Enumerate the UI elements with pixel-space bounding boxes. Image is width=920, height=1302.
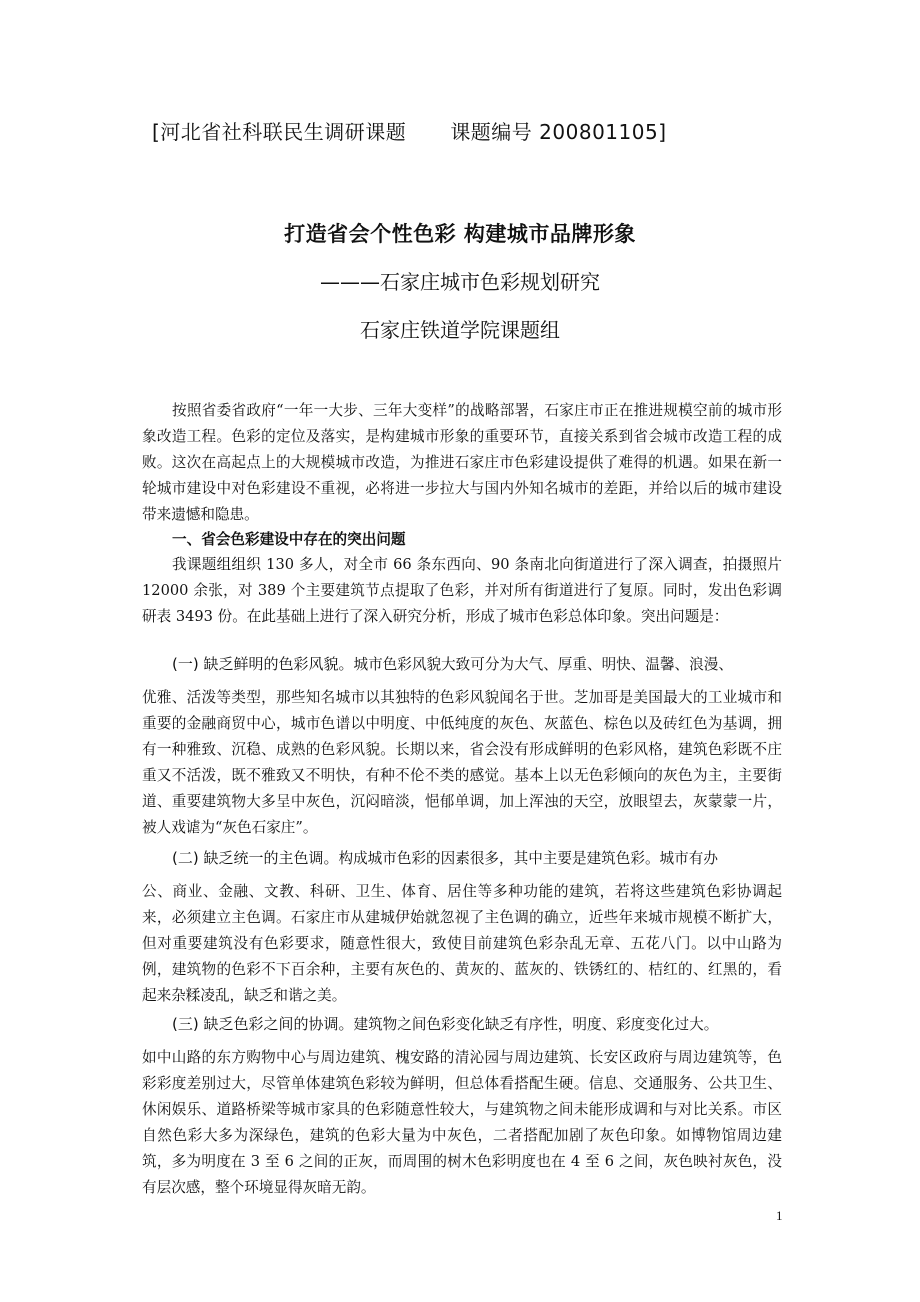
item-1-lead-line: [142, 644, 782, 685]
item-3-body: 如中山路的东方购物中心与周边建筑、槐安路的清沁园与周边建筑、长安区政府与周边建筑等，色彩彩度差别过大，尽管单体建筑色彩较为鲜明，但总体看搭配生硬。信息、交通服务、公共卫生、休闲娱乐、道路桥梁等城市家具的色彩随意性较大，与建筑物之间未能形成调和与对比关系。市区自然色彩大多为深绿色，建筑的色彩大量为中灰色，二者搭配加剧了灰色印象。如博物馆周边建筑，多为明度在 3 至 6 之间的正灰，而周围的树木色彩明度也在 4 至 6 之间，灰色映衬灰色，没有层次感，整个环境显得灰暗无韵。: [142, 1049, 782, 1196]
item-2-label: (二) 缺乏统一的主色调。: [172, 849, 339, 867]
item-1-lead: 城市色彩风貌大致可分为大气、厚重、明快、温馨、浪漫、: [353, 656, 733, 673]
item-2-body: 公、商业、金融、文教、科研、卫生、体育、居住等多种功能的建筑，若将这些建筑色彩协调起来，必须建立主色调。石家庄市从建城伊始就忽视了主色调的确立，近些年来城市规模不断扩大，但对重要建筑没有色彩要求，随意性很大，致使目前建筑色彩杂乱无章、五花八门。以中山路为例，建筑物的色彩不下百余种，主要有灰色的、黄灰的、蓝灰的、铁锈红的、桔红的、红黑的，看起来杂糅凌乱，缺乏和谐之美。: [142, 883, 782, 1004]
author-group: 石家庄铁道学院课题组: [360, 318, 560, 342]
main-title: 打造省会个性色彩 构建城市品牌形象: [284, 222, 636, 246]
item-3-label: (三) 缺乏色彩之间的协调。: [172, 1015, 354, 1033]
project-title: [河北省社科联民生调研课题: [152, 120, 407, 144]
page-number: 1: [776, 1208, 783, 1223]
survey-paragraph: 我课题组组织 130 多人，对全市 66 条东西向、90 条南北向街道进行了深入调查，拍摄照片 12000 余张，对 389 个主要建筑节点提取了色彩，并对所有街道进行了复原。同时，发出色彩调研表 3493 份。在此基础上进行了深入研究分析，形成了城市色彩总体印象。突出问题是：: [142, 556, 782, 625]
item-1-label: (一) 缺乏鲜明的色彩风貌。: [172, 655, 354, 673]
item-2-lead-line: [142, 838, 782, 879]
item-1: [142, 644, 782, 841]
item-2: [142, 838, 782, 1009]
intro-paragraph: 按照省委省政府“一年一大步、三年大变样”的战略部署，石家庄市正在推进规模空前的城市形象改造工程。色彩的定位及落实，是构建城市形象的重要环节，直接关系到省会城市改造工程的成败。这次在高起点上的大规模城市改造，为推进石家庄市色彩建设提供了难得的机遇。如果在新一轮城市建设中对色彩建设不重视，必将进一步拉大与国内外知名城市的差距，并给以后的城市建设带来遗憾和隐患。: [142, 402, 782, 523]
item-1-body: 优雅、活泼等类型，那些知名城市以其独特的色彩风貌闻名于世。芝加哥是美国最大的工业城市和重要的金融商贸中心，城市色谱以中明度、中低纯度的灰色、灰蓝色、棕色以及砖红色为基调，拥有一种雅致、沉稳、成熟的色彩风貌。长期以来，省会没有形成鲜明的色彩风格，建筑色彩既不庄重又不活泼，既不雅致又不明快，有种不伦不类的感觉。基本上以无色彩倾向的灰色为主，主要街道、重要建筑物大多呈中灰色，沉闷暗淡，悒郁单调，加上浑浊的天空，放眼望去，灰蒙蒙一片，被人戏谑为“灰色石家庄”。: [142, 689, 782, 836]
subtitle: ———石家庄城市色彩规划研究: [320, 270, 600, 294]
item-3-lead: 建筑物之间色彩变化缺乏有序性，明度、彩度变化过大。: [353, 1016, 719, 1033]
item-3: [142, 1004, 782, 1201]
project-code: 课题编号 200801105]: [450, 120, 667, 144]
project-header: [152, 116, 667, 145]
item-3-lead-line: [142, 1004, 782, 1045]
intro-block: [142, 398, 782, 630]
item-2-lead: 构成城市色彩的因素很多，其中主要是建筑色彩。城市有办: [338, 850, 718, 867]
section-heading: 一、省会色彩建设中存在的突出问题: [172, 531, 406, 548]
